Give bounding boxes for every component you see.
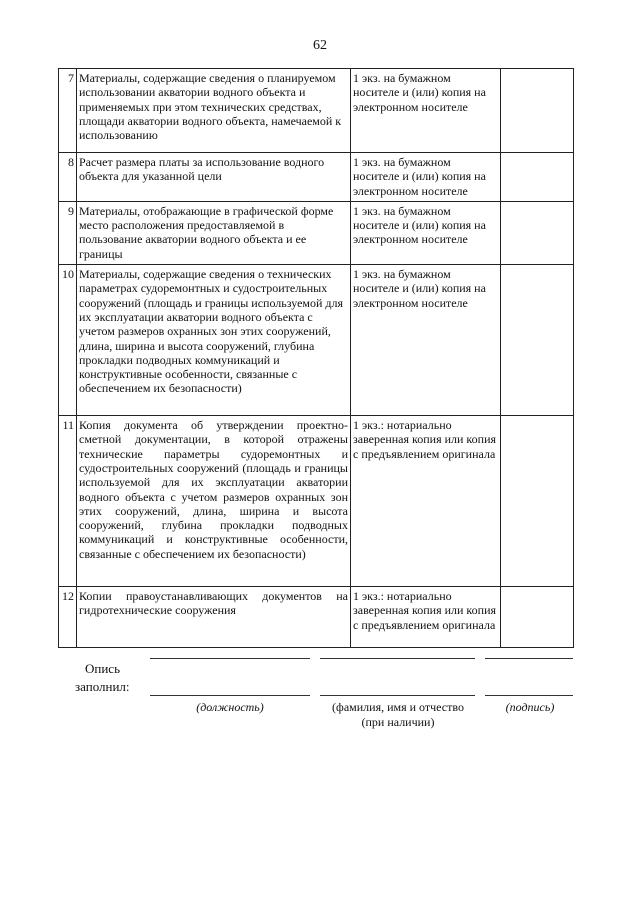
signature-line[interactable] xyxy=(485,695,573,696)
row-description: Материалы, содержащие сведения о технических параметрах судоремонтных и судостроительных сооружений (площадь и границы используемой для их эксплуатации акватории водного объекта с учетом размеров охранных зон этих сооружений, длина, ширина и высота сооружений, глубина прокладки подводных коммуникаций и конструктивные особенности, связанные с обеспечением их безопасности) xyxy=(77,265,351,416)
row-number: 11 xyxy=(59,416,77,587)
table-row xyxy=(59,416,574,587)
inventory-label: Опись xyxy=(85,661,121,676)
filled-by-label: заполнил: xyxy=(75,679,130,694)
signature-line-top-position xyxy=(150,658,310,659)
table-row xyxy=(59,587,574,648)
row-number: 7 xyxy=(59,69,77,153)
row-description: Копии правоустанавливающих документов на гидротехнические сооружения xyxy=(77,587,351,648)
signature-caption: (подпись) xyxy=(505,700,555,714)
table-row xyxy=(59,69,574,153)
full-name-line[interactable] xyxy=(320,695,475,696)
row-blank-cell xyxy=(501,153,574,202)
table-row xyxy=(59,153,574,202)
row-description: Материалы, отображающие в графической форме место расположения предоставляемой в пользование акватории водного объекта и ее границы xyxy=(77,201,351,264)
row-blank-cell xyxy=(501,201,574,264)
signature-line-top-sign xyxy=(485,658,573,659)
signature-line-top-name xyxy=(320,658,475,659)
row-copies: 1 экз. на бумажном носителе и (или) копия на электронном носителе xyxy=(351,153,501,202)
row-copies: 1 экз. на бумажном носителе и (или) копия на электронном носителе xyxy=(351,265,501,416)
row-blank-cell xyxy=(501,416,574,587)
row-copies: 1 экз.: нотариально заверенная копия или копия с предъявлением оригинала xyxy=(351,416,501,587)
row-blank-cell xyxy=(501,587,574,648)
position-caption: (должность) xyxy=(196,700,264,714)
row-blank-cell xyxy=(501,265,574,416)
full-name-caption-note: (при наличии) xyxy=(361,715,435,729)
table-row xyxy=(59,201,574,264)
row-copies: 1 экз.: нотариально заверенная копия или копия с предъявлением оригинала xyxy=(351,587,501,648)
row-description: Копия документа об утверждении проектно-сметной документации, в которой отражены технические параметры судоремонтных и судостроительных сооружений (площадь и границы используемой для их эксплуатации акватории водного объекта с учетом размеров охранных зон этих сооружений, длина, ширина и высота сооружений, глубина прокладки подводных коммуникаций и конструктивные особенности, связанные с обеспечением их безопасности) xyxy=(77,416,351,587)
table-row xyxy=(59,265,574,416)
row-copies: 1 экз. на бумажном носителе и (или) копия на электронном носителе xyxy=(351,201,501,264)
row-number: 12 xyxy=(59,587,77,648)
row-description: Материалы, содержащие сведения о планируемом использовании акватории водного объекта и применяемых при этом технических средствах, площади акватории водного объекта, намечаемой к использованию xyxy=(77,69,351,153)
row-number: 10 xyxy=(59,265,77,416)
row-number: 8 xyxy=(59,153,77,202)
page-number: 62 xyxy=(313,38,327,53)
row-description: Расчет размера платы за использование водного объекта для указанной цели xyxy=(77,153,351,202)
full-name-caption: (фамилия, имя и отчество xyxy=(332,700,464,714)
row-copies: 1 экз. на бумажном носителе и (или) копия на электронном носителе xyxy=(351,69,501,153)
row-number: 9 xyxy=(59,201,77,264)
documents-table xyxy=(58,68,574,648)
row-blank-cell xyxy=(501,69,574,153)
position-line[interactable] xyxy=(150,695,310,696)
